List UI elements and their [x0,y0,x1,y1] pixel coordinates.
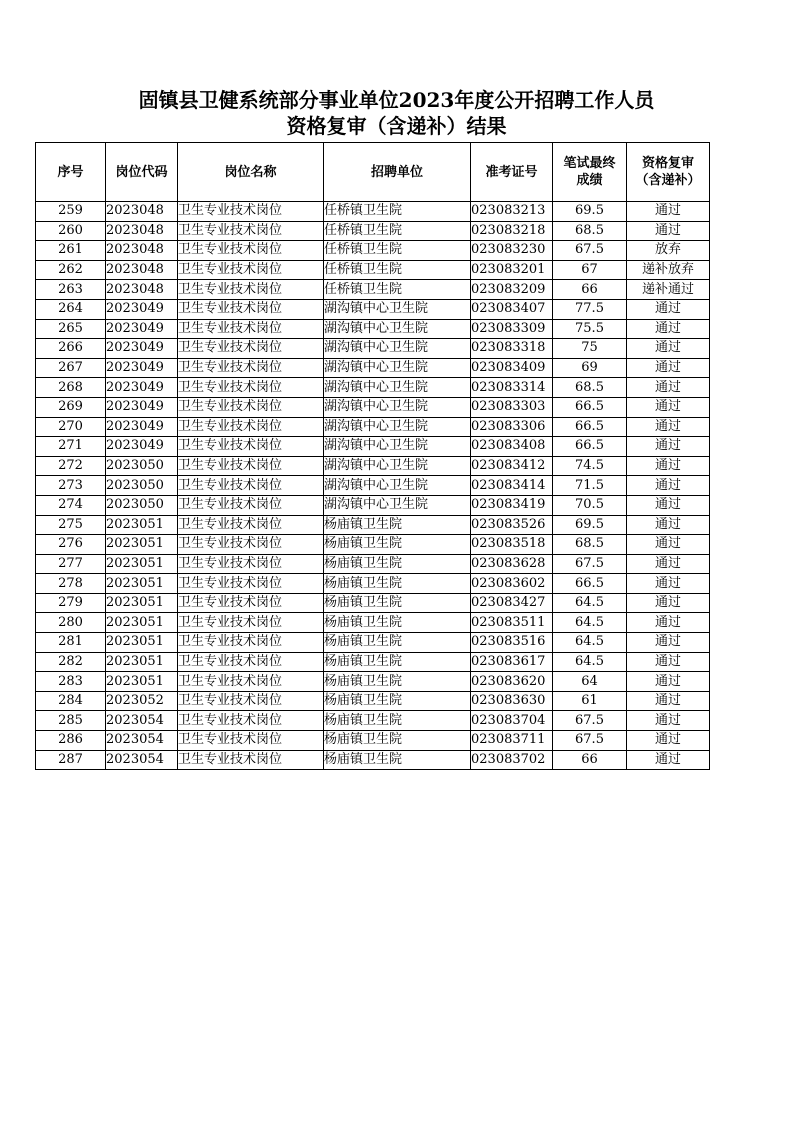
cell-unit: 湖沟镇中心卫生院 [324,339,471,359]
cell-unit: 湖沟镇中心卫生院 [324,358,471,378]
cell-seq: 286 [36,731,106,751]
table-row [36,241,710,261]
cell-result: 通过 [627,495,710,515]
table-row [36,456,710,476]
cell-unit: 任桥镇卫生院 [324,202,471,222]
cell-result: 通过 [627,554,710,574]
cell-result: 通过 [627,515,710,535]
cell-result: 通过 [627,633,710,653]
table-row [36,672,710,692]
cell-post-code: 2023054 [106,711,178,731]
cell-exam-no: 023083617 [471,652,553,672]
cell-post-name: 卫生专业技术岗位 [178,241,324,261]
cell-exam-no: 023083711 [471,731,553,751]
cell-exam-no: 023083306 [471,417,553,437]
cell-exam-no: 023083303 [471,397,553,417]
cell-exam-no: 023083408 [471,437,553,457]
cell-exam-no: 023083213 [471,202,553,222]
table-row [36,750,710,770]
table-row [36,691,710,711]
cell-score: 64.5 [553,633,627,653]
table-row [36,280,710,300]
cell-post-code: 2023051 [106,593,178,613]
cell-post-name: 卫生专业技术岗位 [178,260,324,280]
table-row [36,495,710,515]
cell-post-code: 2023050 [106,476,178,496]
cell-score: 67.5 [553,241,627,261]
cell-result: 通过 [627,731,710,751]
cell-post-name: 卫生专业技术岗位 [178,456,324,476]
cell-result: 通过 [627,535,710,555]
cell-result: 递补放弃 [627,260,710,280]
cell-post-code: 2023048 [106,221,178,241]
cell-exam-no: 023083209 [471,280,553,300]
cell-post-code: 2023049 [106,417,178,437]
cell-score: 77.5 [553,299,627,319]
cell-post-code: 2023049 [106,339,178,359]
cell-post-code: 2023050 [106,495,178,515]
cell-seq: 262 [36,260,106,280]
cell-exam-no: 023083704 [471,711,553,731]
cell-result: 通过 [627,437,710,457]
header-exam-no: 准考证号 [471,143,553,202]
cell-exam-no: 023083628 [471,554,553,574]
table-row [36,593,710,613]
cell-unit: 杨庙镇卫生院 [324,691,471,711]
cell-post-code: 2023048 [106,202,178,222]
table-row [36,378,710,398]
cell-post-code: 2023054 [106,731,178,751]
cell-seq: 266 [36,339,106,359]
cell-score: 64 [553,672,627,692]
cell-score: 66.5 [553,574,627,594]
document-title: 固镇县卫健系统部分事业单位2023年度公开招聘工作人员 [138,88,655,112]
cell-score: 66 [553,280,627,300]
cell-score: 64.5 [553,593,627,613]
cell-post-name: 卫生专业技术岗位 [178,633,324,653]
cell-seq: 265 [36,319,106,339]
cell-exam-no: 023083230 [471,241,553,261]
header-unit: 招聘单位 [324,143,471,202]
cell-post-name: 卫生专业技术岗位 [178,731,324,751]
cell-exam-no: 023083518 [471,535,553,555]
cell-unit: 湖沟镇中心卫生院 [324,456,471,476]
table-row [36,221,710,241]
cell-post-name: 卫生专业技术岗位 [178,515,324,535]
table-row [36,574,710,594]
table-row [36,202,710,222]
cell-unit: 湖沟镇中心卫生院 [324,495,471,515]
cell-post-code: 2023054 [106,750,178,770]
cell-score: 61 [553,691,627,711]
cell-post-code: 2023051 [106,613,178,633]
document-subtitle: 资格复审（含递补）结果 [286,114,507,138]
cell-seq: 272 [36,456,106,476]
cell-score: 75.5 [553,319,627,339]
cell-unit: 湖沟镇中心卫生院 [324,397,471,417]
cell-result: 通过 [627,652,710,672]
cell-unit: 任桥镇卫生院 [324,260,471,280]
table-row [36,652,710,672]
cell-post-code: 2023048 [106,280,178,300]
table-row [36,535,710,555]
cell-unit: 杨庙镇卫生院 [324,574,471,594]
cell-result: 通过 [627,339,710,359]
cell-seq: 283 [36,672,106,692]
cell-unit: 杨庙镇卫生院 [324,535,471,555]
cell-exam-no: 023083407 [471,299,553,319]
cell-score: 67.5 [553,711,627,731]
cell-seq: 287 [36,750,106,770]
cell-unit: 杨庙镇卫生院 [324,633,471,653]
cell-result: 通过 [627,691,710,711]
cell-result: 通过 [627,202,710,222]
cell-post-name: 卫生专业技术岗位 [178,378,324,398]
header-post-code: 岗位代码 [106,143,178,202]
cell-seq: 279 [36,593,106,613]
cell-unit: 湖沟镇中心卫生院 [324,437,471,457]
cell-score: 68.5 [553,535,627,555]
table-row [36,515,710,535]
table-row [36,554,710,574]
cell-unit: 杨庙镇卫生院 [324,731,471,751]
cell-seq: 274 [36,495,106,515]
cell-exam-no: 023083511 [471,613,553,633]
cell-seq: 260 [36,221,106,241]
cell-unit: 杨庙镇卫生院 [324,711,471,731]
cell-score: 67.5 [553,731,627,751]
cell-exam-no: 023083414 [471,476,553,496]
cell-post-name: 卫生专业技术岗位 [178,652,324,672]
cell-post-name: 卫生专业技术岗位 [178,417,324,437]
cell-post-code: 2023049 [106,319,178,339]
cell-score: 71.5 [553,476,627,496]
cell-post-name: 卫生专业技术岗位 [178,437,324,457]
table-row [36,633,710,653]
cell-post-name: 卫生专业技术岗位 [178,339,324,359]
cell-score: 64.5 [553,652,627,672]
cell-post-name: 卫生专业技术岗位 [178,202,324,222]
cell-result: 通过 [627,574,710,594]
cell-post-name: 卫生专业技术岗位 [178,574,324,594]
cell-exam-no: 023083702 [471,750,553,770]
cell-seq: 268 [36,378,106,398]
cell-post-name: 卫生专业技术岗位 [178,319,324,339]
cell-result: 通过 [627,476,710,496]
cell-unit: 湖沟镇中心卫生院 [324,476,471,496]
table-row [36,319,710,339]
cell-post-name: 卫生专业技术岗位 [178,535,324,555]
cell-post-name: 卫生专业技术岗位 [178,554,324,574]
cell-score: 66.5 [553,417,627,437]
cell-result: 递补通过 [627,280,710,300]
cell-seq: 259 [36,202,106,222]
cell-unit: 杨庙镇卫生院 [324,515,471,535]
cell-exam-no: 023083412 [471,456,553,476]
cell-post-code: 2023051 [106,554,178,574]
cell-post-name: 卫生专业技术岗位 [178,358,324,378]
cell-post-code: 2023049 [106,397,178,417]
cell-result: 通过 [627,417,710,437]
table-row [36,397,710,417]
cell-unit: 杨庙镇卫生院 [324,750,471,770]
cell-post-name: 卫生专业技术岗位 [178,495,324,515]
cell-post-code: 2023049 [106,437,178,457]
cell-post-name: 卫生专业技术岗位 [178,593,324,613]
table-row [36,299,710,319]
cell-post-code: 2023051 [106,574,178,594]
table-row [36,711,710,731]
cell-seq: 276 [36,535,106,555]
cell-post-code: 2023048 [106,241,178,261]
cell-score: 69.5 [553,515,627,535]
cell-post-code: 2023049 [106,358,178,378]
cell-score: 69 [553,358,627,378]
cell-score: 64.5 [553,613,627,633]
cell-seq: 264 [36,299,106,319]
header-score: 笔试最终成绩 [553,143,627,202]
cell-result: 通过 [627,397,710,417]
cell-post-code: 2023051 [106,652,178,672]
header-seq: 序号 [36,143,106,202]
cell-post-name: 卫生专业技术岗位 [178,613,324,633]
cell-seq: 277 [36,554,106,574]
cell-score: 66 [553,750,627,770]
cell-score: 69.5 [553,202,627,222]
table-row [36,476,710,496]
cell-unit: 杨庙镇卫生院 [324,613,471,633]
table-row [36,613,710,633]
table-row [36,437,710,457]
cell-seq: 263 [36,280,106,300]
cell-seq: 285 [36,711,106,731]
cell-unit: 杨庙镇卫生院 [324,554,471,574]
cell-post-name: 卫生专业技术岗位 [178,750,324,770]
cell-unit: 任桥镇卫生院 [324,221,471,241]
cell-post-name: 卫生专业技术岗位 [178,221,324,241]
cell-post-name: 卫生专业技术岗位 [178,711,324,731]
cell-post-code: 2023048 [106,260,178,280]
table-row [36,339,710,359]
cell-seq: 281 [36,633,106,653]
cell-unit: 湖沟镇中心卫生院 [324,417,471,437]
cell-result: 通过 [627,378,710,398]
cell-post-code: 2023051 [106,633,178,653]
cell-exam-no: 023083318 [471,339,553,359]
cell-result: 通过 [627,593,710,613]
cell-seq: 278 [36,574,106,594]
cell-result: 通过 [627,672,710,692]
header-row [36,143,710,202]
cell-seq: 270 [36,417,106,437]
cell-post-code: 2023051 [106,515,178,535]
cell-exam-no: 023083314 [471,378,553,398]
cell-seq: 280 [36,613,106,633]
cell-unit: 杨庙镇卫生院 [324,652,471,672]
cell-score: 68.5 [553,221,627,241]
cell-exam-no: 023083201 [471,260,553,280]
cell-exam-no: 023083427 [471,593,553,613]
cell-unit: 杨庙镇卫生院 [324,593,471,613]
cell-seq: 261 [36,241,106,261]
cell-post-code: 2023049 [106,378,178,398]
cell-unit: 杨庙镇卫生院 [324,672,471,692]
cell-exam-no: 023083526 [471,515,553,535]
table-row [36,260,710,280]
cell-exam-no: 023083419 [471,495,553,515]
cell-unit: 湖沟镇中心卫生院 [324,378,471,398]
cell-result: 通过 [627,456,710,476]
cell-seq: 271 [36,437,106,457]
cell-result: 通过 [627,299,710,319]
cell-post-name: 卫生专业技术岗位 [178,299,324,319]
cell-score: 66.5 [553,397,627,417]
cell-seq: 269 [36,397,106,417]
cell-score: 66.5 [553,437,627,457]
cell-result: 通过 [627,711,710,731]
cell-result: 通过 [627,750,710,770]
cell-post-code: 2023052 [106,691,178,711]
cell-post-code: 2023050 [106,456,178,476]
cell-post-name: 卫生专业技术岗位 [178,691,324,711]
cell-score: 67 [553,260,627,280]
cell-unit: 任桥镇卫生院 [324,280,471,300]
cell-post-code: 2023051 [106,672,178,692]
cell-exam-no: 023083516 [471,633,553,653]
cell-seq: 284 [36,691,106,711]
cell-post-code: 2023049 [106,299,178,319]
table-row [36,417,710,437]
cell-unit: 湖沟镇中心卫生院 [324,299,471,319]
cell-result: 通过 [627,319,710,339]
cell-score: 70.5 [553,495,627,515]
cell-result: 放弃 [627,241,710,261]
cell-score: 74.5 [553,456,627,476]
cell-exam-no: 023083620 [471,672,553,692]
cell-result: 通过 [627,221,710,241]
cell-seq: 282 [36,652,106,672]
cell-result: 通过 [627,613,710,633]
cell-post-code: 2023051 [106,535,178,555]
cell-unit: 任桥镇卫生院 [324,241,471,261]
cell-result: 通过 [627,358,710,378]
cell-exam-no: 023083630 [471,691,553,711]
cell-exam-no: 023083602 [471,574,553,594]
cell-score: 67.5 [553,554,627,574]
header-post-name: 岗位名称 [178,143,324,202]
header-result: 资格复审（含递补） [627,143,710,202]
cell-seq: 273 [36,476,106,496]
cell-seq: 275 [36,515,106,535]
results-table [35,142,710,770]
table-row [36,358,710,378]
cell-post-name: 卫生专业技术岗位 [178,476,324,496]
cell-post-name: 卫生专业技术岗位 [178,672,324,692]
cell-post-name: 卫生专业技术岗位 [178,280,324,300]
cell-score: 68.5 [553,378,627,398]
table-row [36,731,710,751]
cell-unit: 湖沟镇中心卫生院 [324,319,471,339]
cell-exam-no: 023083309 [471,319,553,339]
cell-score: 75 [553,339,627,359]
cell-exam-no: 023083218 [471,221,553,241]
cell-exam-no: 023083409 [471,358,553,378]
cell-seq: 267 [36,358,106,378]
cell-post-name: 卫生专业技术岗位 [178,397,324,417]
